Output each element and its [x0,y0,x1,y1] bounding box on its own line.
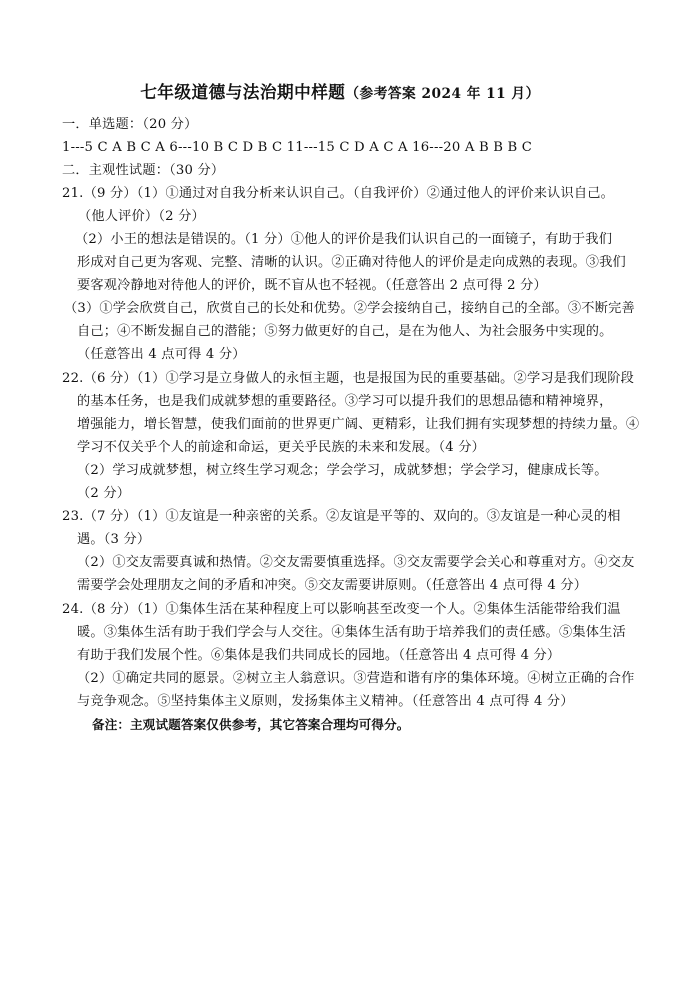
answer-line: 需要学会处理朋友之间的矛盾和冲突。⑤交友需要讲原则。（任意答出 4 点可得 4 分） [77,578,588,593]
answer-line: 自己；④不断发掘自己的潜能；⑤努力做更好的自己，是在为他人、为社会服务中实现的。 [77,324,613,339]
section2-heading: 二．主观性试题：（30 分） [62,163,225,178]
title-main: 七年级道德与法治期中样题 [140,83,346,103]
answer-line: 增强能力，增长智慧，使我们面前的世界更广阔、更精彩，让我们拥有实现梦想的持续力量。④ [77,417,640,432]
answer-line: 的基本任务，也是我们成就梦想的重要路径。③学习可以提升我们的思想品德和精神境界， [77,394,613,409]
answer-line: 24.（8 分）（1）①集体生活在某种程度上可以影响甚至改变一个人。②集体生活能带给我们温 [62,602,621,617]
answer-line: 21.（9 分）（1）①通过对自我分析来认识自己。（自我评价）②通过他人的评价来认识自己。 [62,186,615,201]
answer-line: （2 分） [77,486,131,501]
answer-line: （3）①学会欣赏自己，欣赏自己的长处和优势。②学会接纳自己，接纳自己的全部。③不断完善 [64,301,635,316]
section1-heading: 一．单选题：（20 分） [62,117,198,132]
answer-line: （他人评价）（2 分） [78,209,205,224]
answer-line: 有助于我们发展个性。⑥集体是我们共同成长的园地。（任意答出 4 点可得 4 分） [77,648,561,663]
answer-line: （任意答出 4 点可得 4 分） [77,347,246,362]
answer-line: 遇。（3 分） [77,532,151,547]
answer-line: 形成对自己更为客观、完整、清晰的认识。②正确对待他人的评价是走向成熟的表现。③我们 [77,255,626,270]
answer-line: 学习不仅关乎个人的前途和命运，更关乎民族的未来和发展。（4 分） [77,440,486,455]
answer-line: （2）①交友需要真诚和热情。②交友需要慎重选择。③交友需要学会关心和尊重对方。④交友 [77,555,635,570]
answer-line: （2）学习成就梦想，树立终生学习观念；学会学习，成就梦想；学会学习，健康成长等。 [77,463,608,478]
title-subtitle: （参考答案 2024 年 11 月） [345,86,540,102]
answer-line: 23.（7 分）（1）①友谊是一种亲密的关系。②友谊是平等的、双向的。③友谊是一种心灵的相 [62,509,621,524]
footnote: 备注：主观试题答案仅供参考，其它答案合理均可得分。 [92,717,410,732]
page-title [0,78,680,103]
section1-answers: 1---5 C A B C A 6---10 B C D B C 11---15 C D A C A 16---20 A B B B C [62,140,533,155]
answer-line: （2）①确定共同的愿景。②树立主人翁意识。③营造和谐有序的集体环境。④树立正确的合作 [77,671,635,686]
answer-line: （2）小王的想法是错误的。（1 分）①他人的评价是我们认识自己的一面镜子，有助于我们 [75,232,613,247]
answer-line: 暖。③集体生活有助于我们学会与人交往。④集体生活有助于培养我们的责任感。⑤集体生活 [77,625,626,640]
answer-line: 要客观冷静地对待他人的评价，既不盲从也不轻视。（任意答出 2 点可得 2 分） [77,278,547,293]
answer-line: 与竞争观念。⑤坚持集体主义原则，发扬集体主义精神。（任意答出 4 点可得 4 分） [77,694,574,709]
answer-line: 22.（6 分）（1）①学习是立身做人的永恒主题，也是报国为民的重要基础。②学习是我们现阶段 [62,371,635,386]
